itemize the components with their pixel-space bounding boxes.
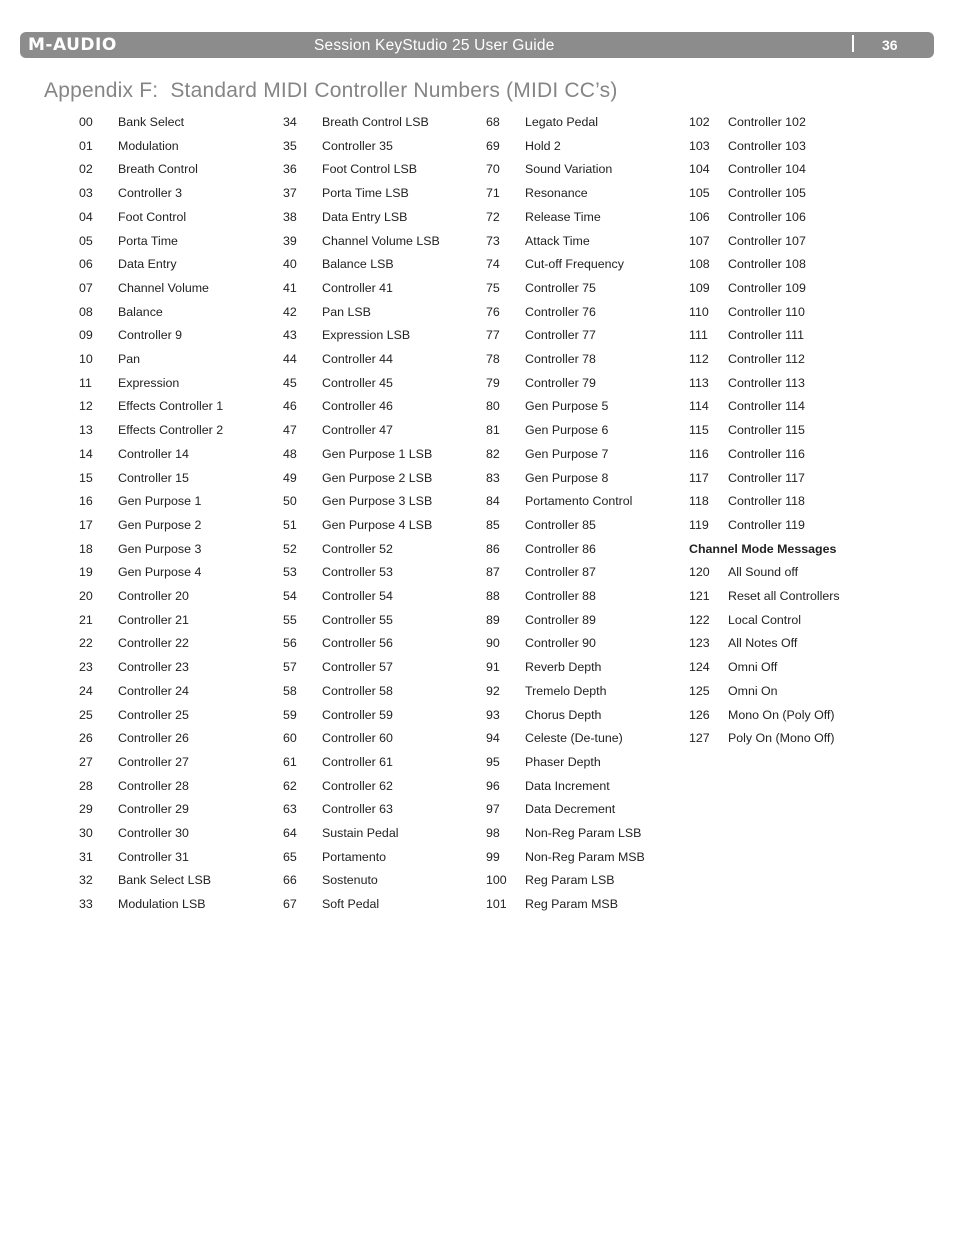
cc-number: 117 (689, 470, 709, 485)
cc-name: Controller 79 (525, 375, 596, 390)
cc-number: 123 (689, 636, 710, 651)
cc-number: 08 (79, 304, 93, 319)
cc-name: Modulation LSB (118, 897, 206, 912)
cc-name: Reg Param MSB (525, 897, 618, 912)
cc-number: 80 (486, 399, 500, 414)
cc-name: Balance (118, 304, 163, 319)
cc-name: Controller 15 (118, 470, 189, 485)
cc-number: 76 (486, 304, 500, 319)
cc-number: 44 (283, 352, 297, 366)
cc-name: Controller 58 (322, 683, 393, 698)
page-title: Appendix F: Standard MIDI Controller Numbers (MIDI CC’s) (44, 79, 618, 102)
cc-name: Data Increment (525, 778, 610, 793)
cc-name: Controller 76 (525, 304, 596, 319)
cc-number: 40 (283, 257, 297, 272)
cc-name: Controller 85 (525, 517, 596, 532)
cc-number: 90 (486, 636, 500, 651)
cc-number: 42 (283, 304, 297, 319)
cc-name: All Sound off (728, 565, 799, 580)
cc-number: 45 (283, 375, 297, 390)
cc-name: Controller 105 (728, 186, 806, 201)
header-divider (852, 35, 854, 52)
cc-number: 68 (486, 115, 500, 129)
cc-name: Controller 25 (118, 707, 189, 722)
cc-name: Balance LSB (322, 257, 394, 272)
cc-number: 93 (486, 707, 500, 722)
cc-number: 30 (79, 826, 93, 840)
cc-number: 86 (486, 541, 500, 556)
cc-name: Breath Control LSB (322, 115, 429, 129)
cc-number: 106 (689, 209, 710, 224)
cc-name: Controller 62 (322, 778, 393, 793)
cc-number: 49 (283, 470, 297, 485)
cc-name: Data Entry LSB (322, 209, 408, 224)
cc-name: Tremelo Depth (525, 683, 607, 698)
cc-name: Foot Control (118, 209, 187, 224)
cc-number: 26 (79, 731, 93, 746)
cc-number: 12 (79, 399, 93, 414)
cc-number: 62 (283, 778, 297, 793)
cc-number: 95 (486, 754, 500, 769)
cc-name: Controller 102 (728, 115, 806, 129)
cc-name: Cut-off Frequency (525, 257, 624, 272)
cc-number: 109 (689, 280, 710, 295)
cc-name: Controller 29 (118, 802, 189, 817)
cc-name: Controller 114 (728, 399, 805, 414)
cc-number: 96 (486, 778, 500, 793)
cc-name: Controller 21 (118, 612, 189, 627)
cc-name: Controller 78 (525, 352, 596, 366)
cc-name: Controller 118 (728, 494, 805, 509)
cc-number: 89 (486, 612, 500, 627)
cc-number: 110 (689, 304, 709, 319)
cc-number: 115 (689, 423, 709, 438)
cc-number: 60 (283, 731, 297, 746)
cc-name: Controller 109 (728, 280, 806, 295)
cc-number: 74 (486, 257, 500, 272)
cc-number: 103 (689, 138, 710, 153)
cc-name: Controller 117 (728, 470, 805, 485)
cc-name: Hold 2 (525, 138, 561, 153)
cc-name: Data Entry (118, 257, 177, 272)
cc-number: 38 (283, 209, 297, 224)
cc-name: Controller 46 (322, 399, 393, 414)
cc-name: Controller 27 (118, 754, 189, 769)
cc-number: 81 (486, 423, 500, 438)
cc-number: 57 (283, 660, 297, 675)
cc-name: Gen Purpose 1 LSB (322, 446, 433, 461)
cc-name: Non-Reg Param MSB (525, 849, 645, 864)
cc-number: 03 (79, 186, 93, 201)
cc-number: 105 (689, 186, 710, 201)
cc-number: 84 (486, 494, 500, 509)
cc-number: 09 (79, 328, 93, 343)
cc-name: Controller 63 (322, 802, 393, 817)
cc-number: 125 (689, 683, 710, 698)
cc-name: Soft Pedal (322, 897, 380, 912)
cc-name: Controller 20 (118, 589, 189, 603)
cc-name: Controller 115 (728, 423, 805, 438)
cc-name: Gen Purpose 6 (525, 423, 609, 438)
cc-name: Pan (118, 352, 141, 366)
cc-name: Controller 75 (525, 280, 596, 295)
cc-name: Non-Reg Param LSB (525, 826, 642, 840)
cc-number: 126 (689, 707, 710, 722)
cc-number: 108 (689, 257, 710, 272)
cc-name: Effects Controller 2 (118, 423, 224, 438)
cc-name: Reg Param LSB (525, 873, 615, 888)
cc-number: 14 (79, 446, 93, 461)
cc-number: 16 (79, 494, 93, 509)
cc-number: 113 (689, 375, 709, 390)
cc-number: 77 (486, 328, 500, 343)
cc-name: Gen Purpose 5 (525, 399, 609, 414)
brand-logo: M-AUDIO (28, 35, 117, 55)
cc-name: Controller 31 (118, 849, 189, 864)
cc-name: Gen Purpose 2 LSB (322, 470, 433, 485)
cc-number: 11 (79, 375, 92, 390)
cc-number: 82 (486, 446, 500, 461)
cc-name: Porta Time LSB (322, 186, 409, 201)
cc-number: 27 (79, 754, 93, 769)
cc-number: 17 (79, 517, 93, 532)
cc-number: 43 (283, 328, 297, 343)
cc-number: 24 (79, 683, 93, 698)
cc-number: 119 (689, 517, 709, 532)
cc-name: Release Time (525, 209, 601, 224)
cc-name: Controller 57 (322, 660, 393, 675)
cc-name: Foot Control LSB (322, 162, 418, 177)
cc-name: Gen Purpose 3 (118, 541, 202, 556)
cc-number: 101 (486, 897, 507, 912)
cc-number: 47 (283, 423, 297, 438)
cc-number: 67 (283, 897, 297, 912)
cc-name: Celeste (De-tune) (525, 731, 623, 746)
cc-number: 05 (79, 233, 93, 248)
cc-name: Gen Purpose 2 (118, 517, 202, 532)
cc-name: Controller 104 (728, 162, 806, 177)
cc-number: 25 (79, 707, 93, 722)
cc-number: 75 (486, 280, 500, 295)
cc-name: Controller 59 (322, 707, 393, 722)
cc-name: Controller 107 (728, 233, 806, 248)
cc-name: Breath Control (118, 162, 198, 177)
cc-name: Controller 110 (728, 304, 805, 319)
cc-number: 04 (79, 209, 93, 224)
cc-number: 02 (79, 162, 93, 177)
cc-name: Sound Variation (525, 162, 613, 177)
cc-name: Sostenuto (322, 873, 378, 888)
cc-name: Channel Volume (118, 280, 209, 295)
cc-number: 22 (79, 636, 93, 651)
cc-number: 61 (283, 754, 297, 769)
cc-name: Omni Off (728, 660, 778, 675)
cc-name: Gen Purpose 1 (118, 494, 202, 509)
cc-name: Controller 52 (322, 541, 393, 556)
cc-number: 73 (486, 233, 500, 248)
section-heading: Channel Mode Messages (689, 541, 837, 556)
cc-name: Controller 112 (728, 352, 805, 366)
cc-number: 59 (283, 707, 297, 722)
cc-name: Controller 14 (118, 446, 189, 461)
cc-name: Omni On (728, 683, 778, 698)
cc-number: 06 (79, 257, 93, 272)
cc-number: 23 (79, 660, 93, 675)
cc-name: Modulation (118, 138, 179, 153)
cc-number: 116 (689, 446, 709, 461)
cc-name: Porta Time (118, 233, 178, 248)
cc-number: 107 (689, 233, 710, 248)
cc-name: Pan LSB (322, 304, 371, 319)
cc-name: Controller 30 (118, 826, 189, 840)
cc-name: Attack Time (525, 233, 590, 248)
cc-name: Controller 87 (525, 565, 596, 580)
cc-name: Controller 113 (728, 375, 805, 390)
cc-number: 127 (689, 731, 710, 746)
cc-name: Controller 23 (118, 660, 189, 675)
cc-number: 111 (689, 328, 708, 343)
cc-name: Effects Controller 1 (118, 399, 224, 414)
cc-number: 50 (283, 494, 297, 509)
cc-name: Chorus Depth (525, 707, 602, 722)
cc-number: 33 (79, 897, 93, 912)
cc-number: 41 (283, 280, 297, 295)
cc-name: Controller 106 (728, 209, 806, 224)
cc-name: Controller 28 (118, 778, 189, 793)
cc-number: 34 (283, 115, 297, 129)
cc-number: 51 (283, 517, 297, 532)
cc-number: 31 (79, 849, 93, 864)
cc-name: Gen Purpose 3 LSB (322, 494, 433, 509)
cc-number: 20 (79, 589, 93, 603)
cc-number: 10 (79, 352, 93, 366)
cc-number: 01 (79, 138, 93, 153)
cc-name: Bank Select (118, 115, 185, 129)
cc-number: 35 (283, 138, 297, 153)
cc-number: 15 (79, 470, 93, 485)
cc-name: Portamento (322, 849, 387, 864)
cc-name: Controller 86 (525, 541, 596, 556)
cc-number: 118 (689, 494, 709, 509)
header-bar (20, 32, 934, 58)
cc-name: Gen Purpose 7 (525, 446, 609, 461)
cc-name: Controller 88 (525, 589, 596, 603)
cc-number: 69 (486, 138, 500, 153)
cc-number: 114 (689, 399, 709, 414)
cc-number: 65 (283, 849, 297, 864)
cc-name: Controller 45 (322, 375, 393, 390)
cc-number: 66 (283, 873, 297, 888)
cc-name: Controller 44 (322, 352, 393, 366)
cc-name: Controller 116 (728, 446, 805, 461)
cc-name: Expression LSB (322, 328, 411, 343)
cc-name: Controller 103 (728, 138, 806, 153)
cc-number: 07 (79, 280, 93, 295)
cc-number: 87 (486, 565, 500, 580)
cc-name: Controller 35 (322, 138, 393, 153)
cc-number: 36 (283, 162, 297, 177)
cc-number: 72 (486, 209, 500, 224)
cc-number: 102 (689, 115, 710, 129)
cc-number: 13 (79, 423, 93, 438)
cc-number: 32 (79, 873, 93, 888)
cc-name: Data Decrement (525, 802, 616, 817)
cc-name: Controller 26 (118, 731, 189, 746)
cc-name: Resonance (525, 186, 588, 201)
cc-number: 94 (486, 731, 500, 746)
cc-number: 00 (79, 115, 93, 129)
cc-number: 104 (689, 162, 710, 177)
cc-number: 124 (689, 660, 710, 675)
cc-name: Expression (118, 375, 180, 390)
cc-name: Mono On (Poly Off) (728, 707, 835, 722)
cc-number: 97 (486, 802, 500, 817)
cc-number: 19 (79, 565, 93, 580)
cc-name: Controller 90 (525, 636, 596, 651)
cc-number: 99 (486, 849, 500, 864)
cc-number: 55 (283, 612, 297, 627)
cc-name: Local Control (728, 612, 802, 627)
cc-name: Poly On (Mono Off) (728, 731, 835, 746)
cc-name: Controller 24 (118, 683, 189, 698)
cc-name: All Notes Off (728, 636, 798, 651)
cc-name: Reset all Controllers (728, 589, 840, 603)
cc-name: Controller 3 (118, 186, 183, 201)
cc-number: 46 (283, 399, 297, 414)
cc-number: 56 (283, 636, 297, 651)
cc-name: Controller 111 (728, 328, 804, 343)
cc-name: Bank Select LSB (118, 873, 211, 888)
cc-number: 88 (486, 589, 500, 603)
cc-name: Controller 41 (322, 280, 393, 295)
cc-number: 37 (283, 186, 297, 201)
cc-number: 63 (283, 802, 297, 817)
cc-name: Controller 9 (118, 328, 183, 343)
cc-number: 48 (283, 446, 297, 461)
cc-number: 120 (689, 565, 710, 580)
cc-number: 112 (689, 352, 709, 366)
cc-name: Gen Purpose 4 LSB (322, 517, 433, 532)
cc-name: Phaser Depth (525, 754, 601, 769)
cc-number: 85 (486, 517, 500, 532)
cc-number: 122 (689, 612, 710, 627)
cc-number: 29 (79, 802, 93, 817)
cc-number: 21 (79, 612, 93, 627)
cc-name: Controller 55 (322, 612, 393, 627)
cc-name: Controller 22 (118, 636, 189, 651)
page-number: 36 (882, 37, 898, 53)
cc-number: 52 (283, 541, 297, 556)
cc-number: 39 (283, 233, 297, 248)
cc-name: Controller 119 (728, 517, 805, 532)
cc-name: Reverb Depth (525, 660, 602, 675)
cc-number: 54 (283, 589, 297, 603)
cc-name: Legato Pedal (525, 115, 599, 129)
cc-number: 98 (486, 826, 500, 840)
cc-number: 53 (283, 565, 297, 580)
cc-name: Controller 56 (322, 636, 393, 651)
cc-number: 78 (486, 352, 500, 366)
cc-number: 121 (689, 589, 710, 603)
cc-name: Controller 53 (322, 565, 393, 580)
cc-number: 83 (486, 470, 500, 485)
cc-number: 79 (486, 375, 500, 390)
cc-number: 100 (486, 873, 507, 888)
cc-name: Controller 47 (322, 423, 393, 438)
cc-name: Controller 61 (322, 754, 393, 769)
cc-name: Gen Purpose 8 (525, 470, 609, 485)
cc-name: Controller 89 (525, 612, 596, 627)
guide-title: Session KeyStudio 25 User Guide (314, 37, 555, 54)
cc-name: Portamento Control (525, 494, 633, 509)
cc-number: 18 (79, 541, 93, 556)
cc-number: 28 (79, 778, 93, 793)
cc-name: Channel Volume LSB (322, 233, 440, 248)
cc-number: 58 (283, 683, 297, 698)
cc-name: Controller 60 (322, 731, 393, 746)
cc-name: Controller 108 (728, 257, 806, 272)
cc-number: 91 (486, 660, 500, 675)
cc-number: 64 (283, 826, 297, 840)
cc-number: 92 (486, 683, 500, 698)
cc-name: Controller 77 (525, 328, 596, 343)
cc-number: 70 (486, 162, 500, 177)
cc-name: Gen Purpose 4 (118, 565, 202, 580)
cc-number: 71 (486, 186, 500, 201)
cc-name: Sustain Pedal (322, 826, 399, 840)
cc-name: Controller 54 (322, 589, 393, 603)
